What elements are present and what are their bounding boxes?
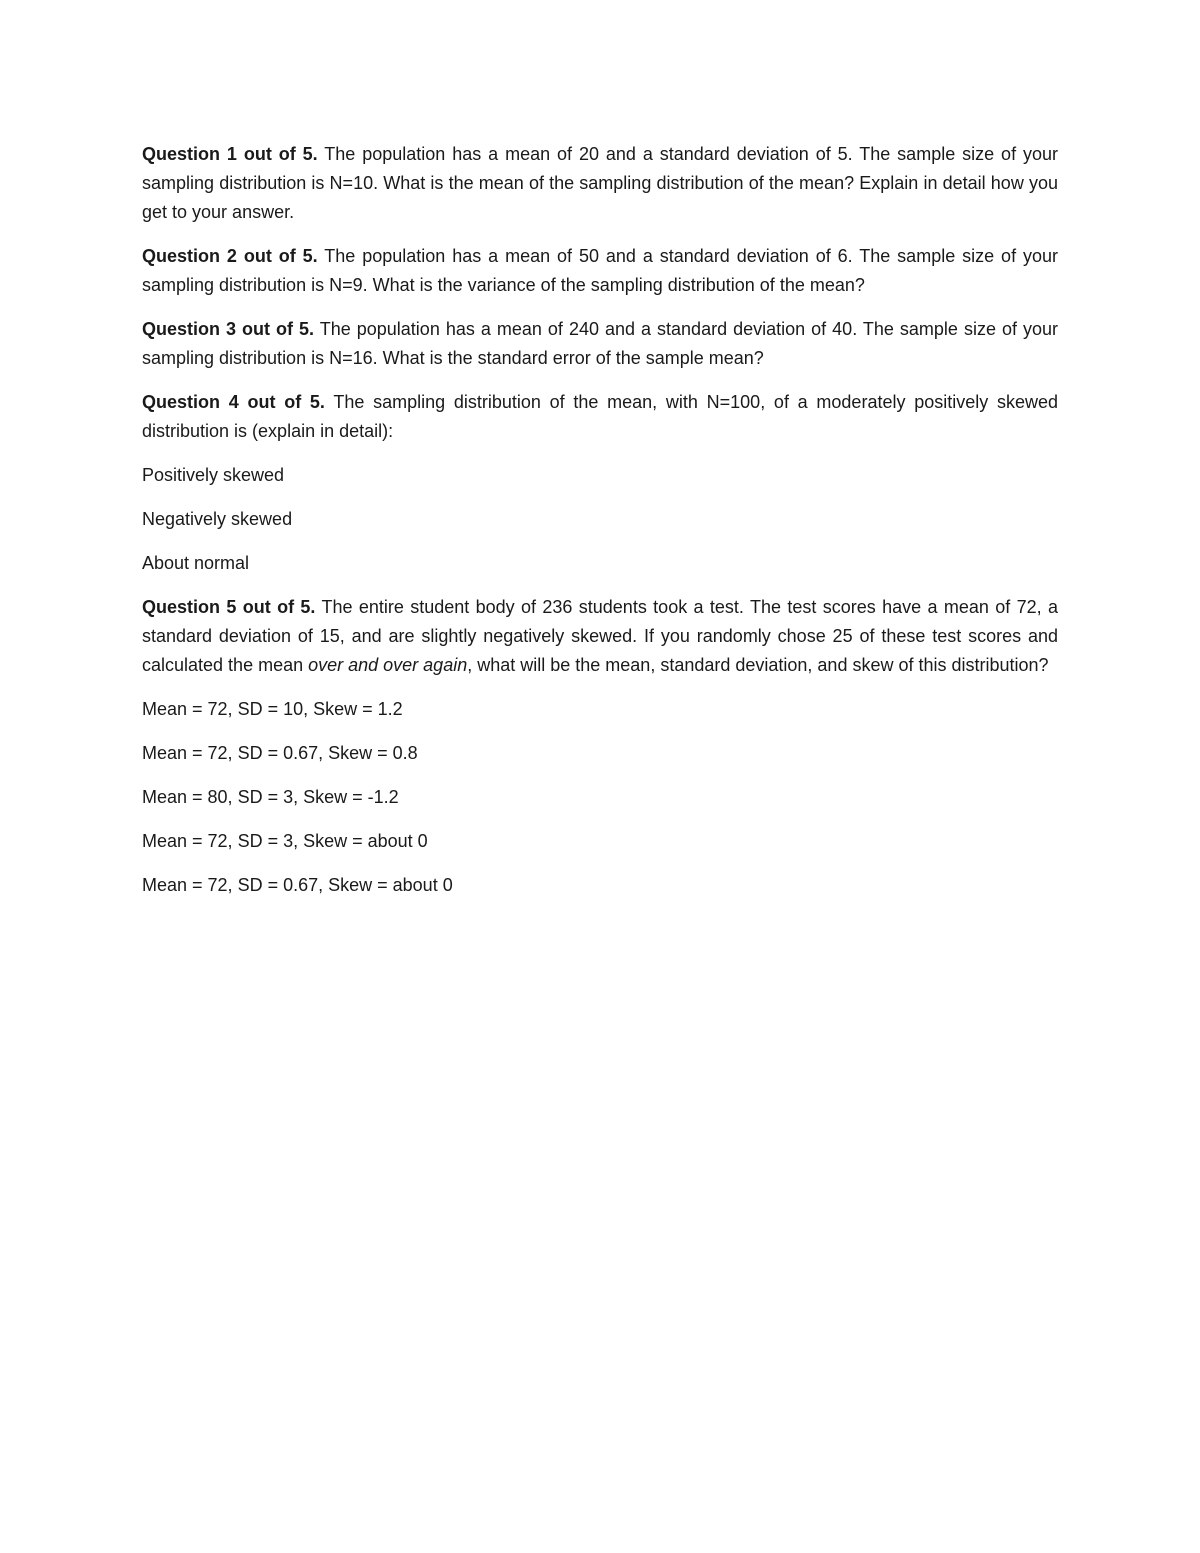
question-2-label: Question 2 out of 5. xyxy=(142,246,318,266)
question-5-option-2: Mean = 72, SD = 0.67, Skew = 0.8 xyxy=(142,743,418,763)
question-5-option-5: Mean = 72, SD = 0.67, Skew = about 0 xyxy=(142,875,453,895)
question-2-text: The population has a mean of 50 and a standard deviation of 6. The sample size of your sampling distribution is N=9. What is the variance of the sampling distribution of the mean? xyxy=(142,246,1059,295)
question-4 xyxy=(142,388,1058,446)
question-4-option-3: About normal xyxy=(142,553,250,573)
question-5-text-after: , what will be the mean, standard deviation, and skew of this distribution? xyxy=(467,655,1049,675)
question-1 xyxy=(142,140,1058,227)
question-5-label: Question 5 out of 5. xyxy=(142,597,316,617)
question-4-option-1: Positively skewed xyxy=(142,465,285,485)
document-page xyxy=(142,140,1058,915)
question-1-text: The population has a mean of 20 and a standard deviation of 5. The sample size of your sampling distribution is N=10. What is the mean of the sampling distribution of the mean? Explain in detail how you get to your answer. xyxy=(142,144,1059,222)
question-2 xyxy=(142,242,1058,300)
question-1-label: Question 1 out of 5. xyxy=(142,144,318,164)
question-3-text: The population has a mean of 240 and a standard deviation of 40. The sample size of your sampling distribution is N=16. What is the standard error of the sample mean? xyxy=(142,319,1058,368)
question-3-label: Question 3 out of 5. xyxy=(142,319,315,339)
question-5-text-italic: over and over again xyxy=(308,655,468,675)
question-5-option-1: Mean = 72, SD = 10, Skew = 1.2 xyxy=(142,699,403,719)
question-4-option-2: Negatively skewed xyxy=(142,509,293,529)
question-5 xyxy=(142,593,1058,680)
question-4-label: Question 4 out of 5. xyxy=(142,392,325,412)
question-5-option-3: Mean = 80, SD = 3, Skew = -1.2 xyxy=(142,787,399,807)
question-4-text: The sampling distribution of the mean, with N=100, of a moderately positively skewed distribution is (explain in detail): xyxy=(142,392,1058,441)
question-5-text-before: The entire student body of 236 students took a test. The test scores have a mean of 72, a standard deviation of 15, and are slightly negatively skewed. If you randomly chose 25 of these test scores and calculated the mean xyxy=(142,597,1058,675)
question-3 xyxy=(142,315,1058,373)
question-5-option-4: Mean = 72, SD = 3, Skew = about 0 xyxy=(142,831,428,851)
